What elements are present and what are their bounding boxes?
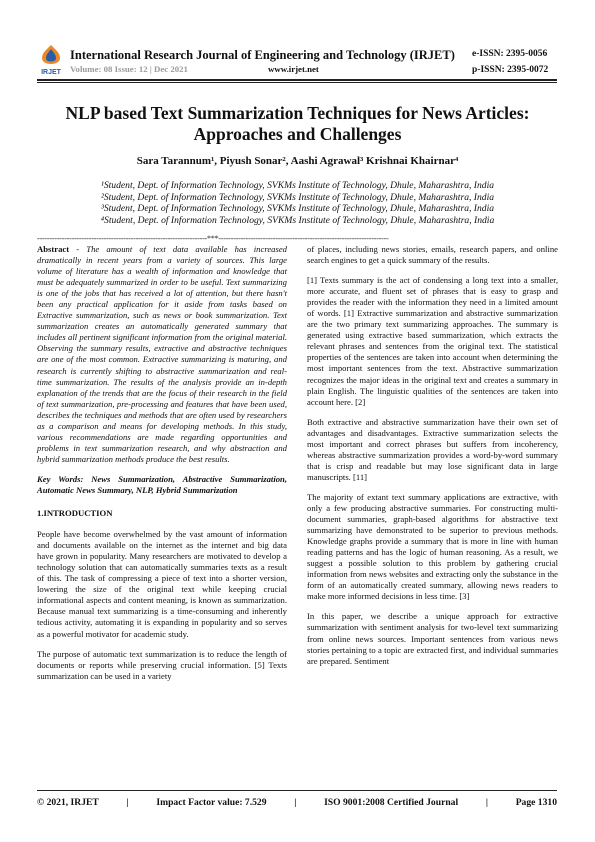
paragraph: The majority of extant text summary applications are extractive, with only a few producing abstractive summaries. For constructing multi-document summaries, graph-based algorithms for abstractive text summarizing have demonstrated to be superior to previous methods. Knowledge graphs provide a summary that is more in line with human reading patterns and has the logic of human reasoning. As a result, we suggest a possible solution to this problem by gathering crucial information from news websites and extracting only the substance in the form of an automatically created summary, allowing news readers to make more informed decisions in less time. [3]	[307, 491, 558, 602]
paragraph: [1] Texts summary is the act of condensing a long text into a smaller, more accurate, and fluent set of phrases that is easy to grasp and provides the reader with the information they need in a limited amount of words. [1] Extractive summarization and abstractive summarization are the two primary text summarizing approaches. The summary is generated using extractive based summarization, which extracts the relevant phrases and sentences from the original text. The statistical properties of the sentences are taken into account when determining the most important sentences from the text. Abstractive summarization recognizes the major ideas in the original text and creates a summary in plain English. The linguistic qualities of the sentences are taken into account here. [2]	[307, 275, 558, 407]
abstract-label: Abstract	[37, 244, 70, 254]
logo-text: IRJET	[41, 69, 61, 76]
journal-title: International Research Journal of Engineering and Technology (IRJET)	[70, 48, 455, 62]
footer-divider: |	[485, 797, 488, 808]
abstract-text: - The amount of text data available has increased dramatically in recent years from a variety of sources. This large volume of literature has a wealth of information and knowledge that must be adequately summarized in order to be useful. Text summarizing is one of the jobs that has received a lot of attention, but there hasn't been any practical application for it aside from tasks based on Extractive summarization, such as news or book summarization. Text summarization creates an automatically generated summary that includes all pertinent significant information from the original material. Observing the summary results, extractive and abstractive techniques are one of the most common. Extractive summarizing is maturing, and research is currently shifting to abstractive summarization and real-time summarization. The results of the analysis provide an in-depth explanation of the trends that are the focus of their research in the field of text summarization, pre-processing and features that have been used, describes the techniques and methods that are often used by researchers as a comparison and means for developing methods. In this study, various recommendations are made regarding opportunities and problems in text summarization research, and why abstraction and hybrid summarization methods produce the best results.	[37, 244, 287, 464]
paragraph: People have become overwhelmed by the vast amount of information and documents available on the internet as the internet and big data have grown in popularity. Many researchers are motivated to develop a technology solution that can automatically summaries texts as a result of this. The task of compressing a piece of text into a shorter version, lowering the size of the original text while keeping crucial informational aspects and content meaning, is known as summarization. Because manual text summarizing is a time-consuming and inherently tedious activity, automating it is expanding in popularity and so serves as a powerful motivator for academic study.	[37, 529, 287, 639]
journal-website: www.irjet.net	[268, 64, 319, 74]
affiliation-3: ³Student, Dept. of Information Technology, SVKMs Institute of Technology, Dhule, Maharashtra, India	[100, 203, 495, 215]
footer-page-number: Page 1310	[515, 797, 557, 808]
paragraph: The purpose of automatic text summarization is to reduce the length of documents or reports while preserving crucial information. [5] Texts summarization can be used in a variety	[37, 648, 287, 681]
abstract	[37, 244, 287, 465]
p-issn: p-ISSN: 2395-0072	[472, 65, 549, 75]
footer-copyright: © 2021, IRJET	[37, 797, 99, 808]
footer-divider: |	[294, 797, 297, 808]
section-heading-introduction: 1.INTRODUCTION	[37, 508, 113, 519]
left-column	[37, 244, 287, 691]
page-footer	[37, 797, 557, 808]
affiliation-1: ¹Student, Dept. of Information Technology, SVKMs Institute of Technology, Dhule, Maharashtra, India	[100, 180, 495, 191]
volume-info: Volume: 08 Issue: 12 | Dec 2021	[70, 64, 188, 74]
paragraph: Both extractive and abstractive summarization have their own set of advantages and disadvantages. Extractive summarization selects the most important and correct phrases but suffers from incoherency, whereas abstractive summarization provides a word-by-word summary that is crisp and readable but may lose significant data in large manuscripts. [11]	[307, 416, 558, 482]
footer-rule	[37, 790, 557, 791]
footer-impact-factor: Impact Factor value: 7.529	[156, 797, 267, 808]
affiliation-2: ²Student, Dept. of Information Technology, SVKMs Institute of Technology, Dhule, Maharashtra, India	[100, 191, 495, 203]
affiliations	[40, 180, 555, 226]
footer-divider: |	[126, 797, 129, 808]
keywords: Key Words: News Summarization, Abstractive Summarization, Automatic News Summary, NLP, Hybrid Summarization	[37, 473, 287, 495]
right-column	[307, 244, 558, 676]
e-issn: e-ISSN: 2395-0056	[472, 49, 548, 59]
author-list: Sara Tarannum¹, Piyush Sonar², Aashi Agrawal³ Krishnai Khairnar⁴	[136, 155, 459, 167]
paragraph: In this paper, we describe a unique approach for extractive summarization with sentiment analysis for two-level text summarizing from online news sources. Important sentences from various news stories pertaining to a topic are extracted first, and individual summaries are prepared. Sentiment	[307, 611, 558, 666]
header-rule	[37, 79, 557, 81]
paper-title: NLP based Text Summarization Techniques for News Articles: Approaches and Challenges	[65, 103, 530, 144]
paragraph: of places, including news stories, emails, research papers, and online search engines to get a quick summary of the results.	[307, 244, 558, 266]
header-rule-thin	[37, 82, 557, 83]
section-separator: ---------------------------------------------------------------------***---------------------------------------------------------------------	[37, 234, 389, 243]
affiliation-4: ⁴Student, Dept. of Information Technology, SVKMs Institute of Technology, Dhule, Maharashtra, India	[100, 214, 495, 226]
footer-iso: ISO 9001:2008 Certified Journal	[324, 797, 459, 808]
irjet-logo	[37, 44, 65, 76]
